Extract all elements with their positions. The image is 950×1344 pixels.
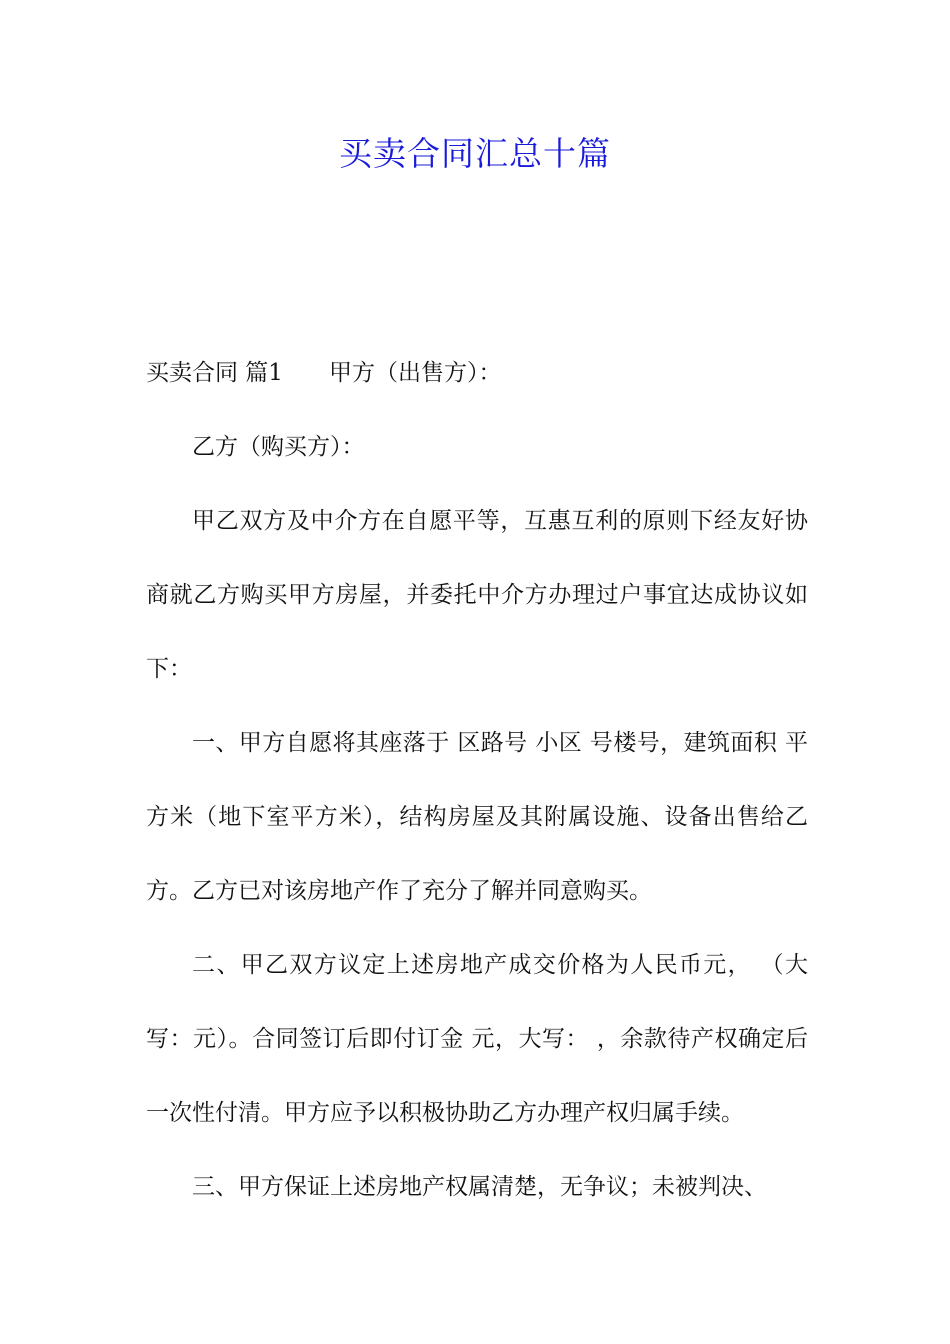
clause-1-paragraph: 一、甲方自愿将其座落于 区路号 小区 号楼号，建筑面积 平方米（地下室平方米），结构房屋及其附属设施、设备出售给乙方。乙方已对该房地产作了充分了解并同意购买。	[146, 730, 808, 904]
document-title: 买卖合同汇总十篇	[339, 134, 611, 173]
party-b-line: 乙方（购买方）：	[192, 434, 365, 460]
preamble-paragraph: 甲乙双方及中介方在自愿平等，互惠互利的原则下经友好协商就乙方购买甲方房屋，并委托中介方办理过户事宜达成协议如下：	[146, 508, 808, 682]
contract-body	[146, 336, 808, 1224]
contract-heading-line	[146, 336, 808, 410]
clause-2-paragraph: 二、甲乙双方议定上述房地产成交价格为人民币元， （大写：元）。合同签订后即付订金 元，大写： ，余款待产权确定后一次性付清。甲方应予以积极协助乙方办理产权归属手续。	[146, 952, 808, 1126]
contract-heading-label: 买卖合同 篇1	[146, 360, 283, 386]
party-a-line: 甲方（出售方）：	[328, 360, 502, 386]
clause-3-paragraph: 三、甲方保证上述房地产权属清楚，无争议；未被判决、	[192, 1174, 767, 1200]
